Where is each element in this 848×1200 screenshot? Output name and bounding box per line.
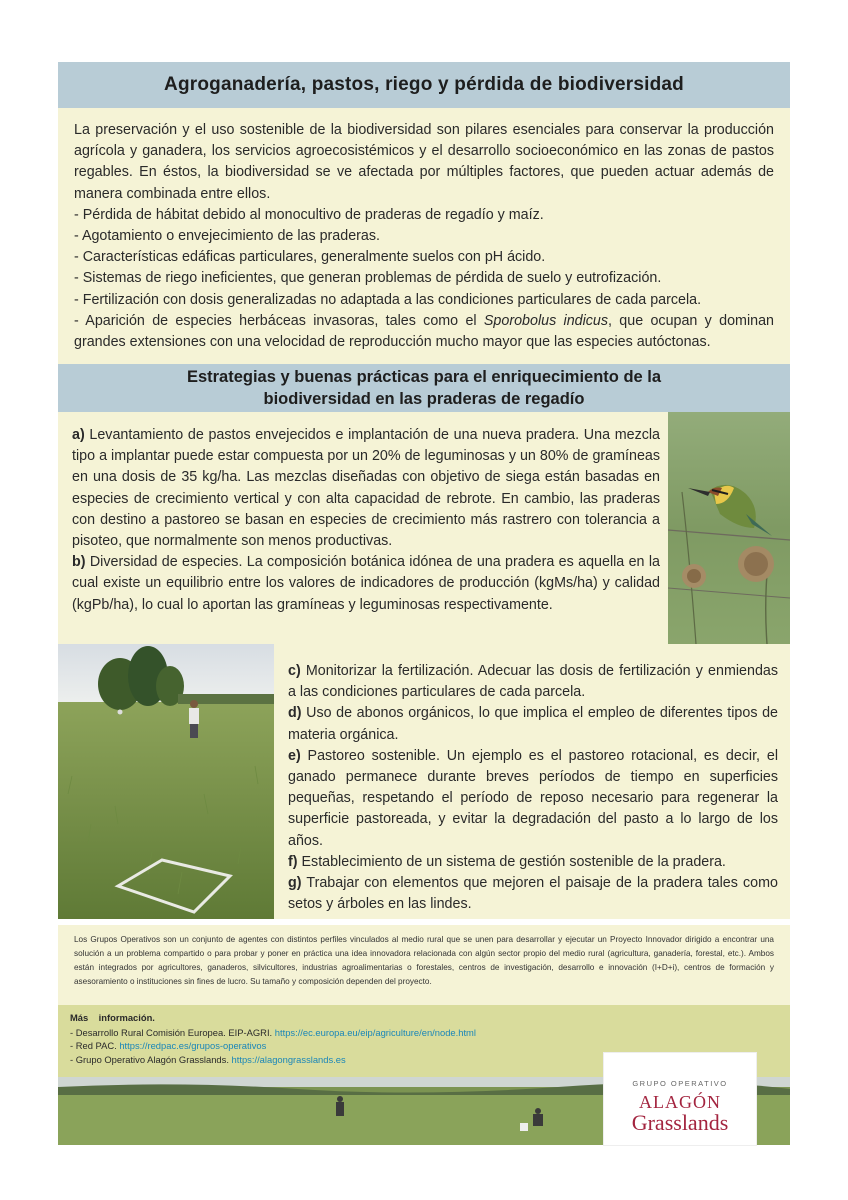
more-info-heading: Más información. [70, 1012, 155, 1023]
strategies-block-1 [58, 412, 668, 644]
strategy-a [72, 425, 660, 552]
strategy-text: Trabajar con elementos que mejoren el paisaje de la pradera tales como setos y árboles en las lindes. [288, 875, 778, 913]
strategy-label: a) [72, 427, 85, 443]
strategy-label: g) [288, 875, 302, 892]
bullet-text: - Aparición de especies herbáceas invasoras, tales como el [74, 312, 484, 329]
note-text: Los Grupos Operativos son un conjunto de agentes con distintos perfiles vinculados al medio rural que se unen para desarrollar y ejecutar un Proyecto Innovador dirigido a encontrar una solución a un problema compartido o para probar y poner en práctica una idea innovadora relacionada con algún sector propio del medio rural (agricultura, ganadería, forestal, etc.). Ambos están integrados por agricultores, ganaderos, silvicultores, industrias agroalimentarias o forestales, centros de investigación, desarrollo e innovación (I+D+i), centros de formación y asesoramiento o instituciones sin fines de lucro. Su tamaño y composición dependen del proyecto. [74, 935, 774, 986]
strategies-block-2 [274, 644, 790, 919]
strategy-text: Uso de abonos orgánicos, lo que implica el empleo de diferentes tipos de materia orgánica. [288, 705, 778, 743]
strategy-label: e) [288, 747, 301, 764]
strategy-b [72, 552, 660, 616]
intro-section [58, 108, 790, 364]
strategy-text: Diversidad de especies. La composición botánica idónea de una pradera es aquella en la cual existe un equilibrio entre los valores de indicadores de producción (kgMs/ha) y calidad (kgPb/ha), lo cual lo aportan las gramíneas y leguminosas respectivamente. [72, 554, 660, 613]
intro-bullet: - Agotamiento o envejecimiento de las praderas. [74, 228, 380, 245]
intro-bullet: - Fertilización con dosis generalizadas no adaptada a las condiciones particulares de cada parcela. [74, 291, 702, 308]
strategies-heading-line2: biodiversidad en las praderas de regadío [263, 390, 585, 408]
strategy-g [288, 873, 778, 915]
field-photo [58, 644, 274, 919]
strategy-text: Monitorizar la fertilización. Adecuar las dosis de fertilización y enmiendas a las condiciones particulares de cada parcela. [288, 663, 778, 701]
strategy-label: b) [72, 554, 86, 571]
alagon-link[interactable]: https://alagongrasslands.es [231, 1053, 346, 1065]
strategy-d [288, 703, 778, 745]
intro-paragraph: La preservación y el uso sostenible de la biodiversidad son pilares esenciales para conservar la producción agrícola y ganadera, los servicios agroecosistémicos y el desarrollo socioeconómico en las zonas de pastos regables. En éstos, la biodiversidad se ve afectada por múltiples factores, que pueden actuar además de manera combinada entre ellos. [74, 122, 774, 202]
more-info-link-row [70, 1039, 778, 1053]
strategy-label: c) [288, 663, 301, 679]
logo-bottom-text: Grasslands [631, 1110, 729, 1135]
title-bar [58, 62, 790, 108]
strategies-heading-line1: Estrategias y buenas prácticas para el enriquecimiento de la [186, 368, 662, 386]
strategy-text: Levantamiento de pastos envejecidos e implantación de una nueva pradera. Una mezcla tipo a implantar puede estar compuesta por un 20% de leguminosas y un 80% de gramíneas en una dosis de 35 kg/ha. Las mezclas diseñadas con objetivo de siega están basadas en especies de crecimiento vertical y con alta capacidad de rebrote. En cambio, las praderas con destino a pastoreo se basan en especies de crecimiento más rastrero con tolerancia a pisoteo, que normalmente son menos productivas. [72, 427, 660, 550]
strategy-text: Pastoreo sostenible. Un ejemplo es el pastoreo rotacional, es decir, el ganado permanece durante breves períodos de tiempo en superficies pequeñas, respetando el período de reposo necesario para regenerar la superficie pastoreada, y evitar la degradación del pasto a lo largo de los años. [288, 747, 778, 849]
redpac-link[interactable]: https://redpac.es/grupos-operativos [119, 1040, 267, 1051]
bee-eater-photo [668, 412, 790, 644]
eip-agri-link[interactable]: https://ec.europa.eu/eip/agriculture/en/node.html [274, 1026, 476, 1038]
person [189, 700, 199, 738]
intro-bullet-invasive [74, 311, 774, 353]
logo-mid-text: ALAGÓN [639, 1092, 721, 1112]
link-label: - Grupo Operativo Alagón Grasslands. [70, 1053, 232, 1065]
logo-top-text: GRUPO OPERATIVO [632, 1079, 728, 1088]
intro-bullet: - Sistemas de riego ineficientes, que generan problemas de pérdida de suelo y eutrofización. [74, 270, 662, 287]
strategy-f [288, 852, 778, 873]
strategies-heading [58, 364, 790, 412]
alagon-grasslands-logo [604, 1053, 756, 1145]
page-title: Agroganadería, pastos, riego y pérdida de biodiversidad [164, 74, 684, 95]
strategy-label: f) [288, 853, 298, 870]
strategy-e [288, 746, 778, 852]
bullet-text: , que ocupan y dominan grandes extensiones con una velocidad de reproducción mucho mayor que las especies autóctonas. [74, 312, 774, 351]
species-name: Sporobolus indicus [483, 312, 609, 329]
intro-bullet: - Pérdida de hábitat debido al monocultivo de praderas de regadío y maíz. [74, 206, 544, 223]
link-label: - Desarrollo Rural Comisión Europea. EIP-AGRI. [70, 1026, 275, 1038]
intro-bullet: - Características edáficas particulares, generalmente suelos con pH ácido. [74, 249, 546, 266]
strategy-text: Establecimiento de un sistema de gestión sostenible de la pradera. [297, 853, 726, 870]
more-info-link-row [70, 1026, 778, 1040]
strategy-label: d) [288, 705, 302, 722]
operative-groups-note [58, 925, 790, 1005]
link-label: - Red PAC. [70, 1040, 120, 1051]
strategy-c [288, 661, 778, 703]
